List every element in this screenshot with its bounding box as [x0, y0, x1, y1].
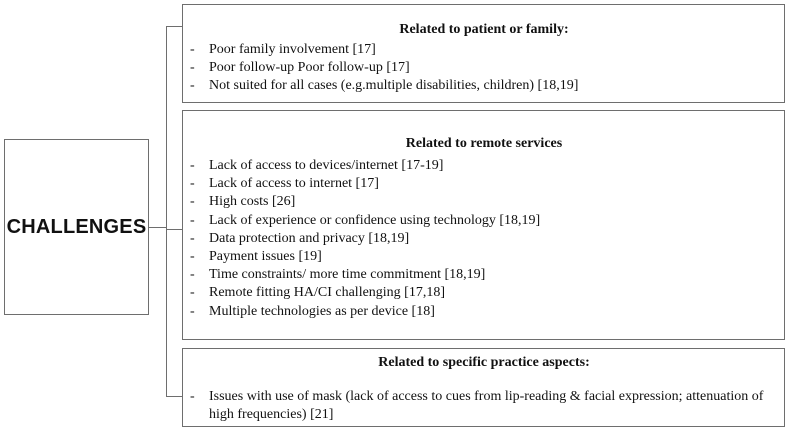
practice-aspects-title: Related to specific practice aspects: [378, 355, 590, 370]
remote-services-box [182, 110, 785, 340]
list-item [190, 284, 778, 302]
item-text: Time constraints/ more time commitment [18,19] [209, 267, 486, 283]
list-item [190, 175, 778, 193]
bullet-dash: - [190, 60, 195, 76]
patient-family-box [182, 4, 785, 103]
list-item [190, 248, 778, 266]
list-item [190, 77, 778, 95]
item-text: Data protection and privacy [18,19] [209, 230, 410, 246]
patient-family-list [190, 41, 778, 96]
connector-branch-practice [166, 396, 182, 397]
list-item [190, 266, 778, 284]
item-text: Lack of access to internet [17] [209, 176, 379, 192]
bullet-dash: - [190, 230, 195, 246]
bullet-dash: - [190, 42, 195, 57]
item-text: Not suited for all cases (e.g.multiple disabilities, children) [18,19] [209, 78, 579, 94]
bullet-dash: - [190, 78, 195, 94]
list-item [190, 230, 778, 248]
bullet-dash: - [190, 176, 195, 192]
list-item [190, 41, 778, 59]
bullet-dash: - [190, 285, 195, 301]
bullet-dash: - [190, 267, 195, 283]
connector-vertical-spine [166, 26, 167, 397]
remote-services-title: Related to remote services [405, 136, 563, 151]
list-item [190, 193, 778, 211]
list-item [190, 388, 778, 424]
item-text: Poor family involvement [17] [209, 42, 376, 57]
list-item [190, 157, 778, 175]
item-text: Multiple technologies as per device [18] [209, 303, 435, 319]
bullet-dash: - [190, 212, 195, 228]
item-text: Lack of access to devices/internet [17-19] [209, 158, 444, 173]
item-text: Remote fitting HA/CI challenging [17,18] [209, 285, 446, 301]
item-text: Issues with use of mask (lack of access to cues from lip-reading & facial expression; attenuation of high frequencies) [21] [209, 389, 764, 423]
bullet-dash: - [190, 158, 195, 173]
connector-main-stub [149, 227, 166, 228]
connector-branch-remote [166, 229, 182, 230]
item-text: Lack of experience or confidence using technology [18,19] [209, 212, 541, 228]
bullet-dash: - [190, 389, 195, 404]
item-text: Payment issues [19] [209, 249, 322, 265]
patient-family-title: Related to patient or family: [399, 22, 569, 37]
item-text: High costs [26] [209, 194, 296, 210]
bullet-dash: - [190, 194, 195, 210]
remote-services-list [190, 157, 778, 321]
practice-aspects-box [182, 348, 785, 427]
list-item [190, 303, 778, 321]
practice-aspects-list [190, 388, 778, 424]
item-text: Poor follow-up Poor follow-up [17] [209, 60, 410, 76]
list-item [190, 212, 778, 230]
bullet-dash: - [190, 249, 195, 265]
list-item [190, 59, 778, 77]
bullet-dash: - [190, 303, 195, 319]
challenges-label: CHALLENGES [6, 215, 147, 238]
connector-branch-patient [166, 26, 182, 27]
challenges-node [4, 139, 149, 315]
